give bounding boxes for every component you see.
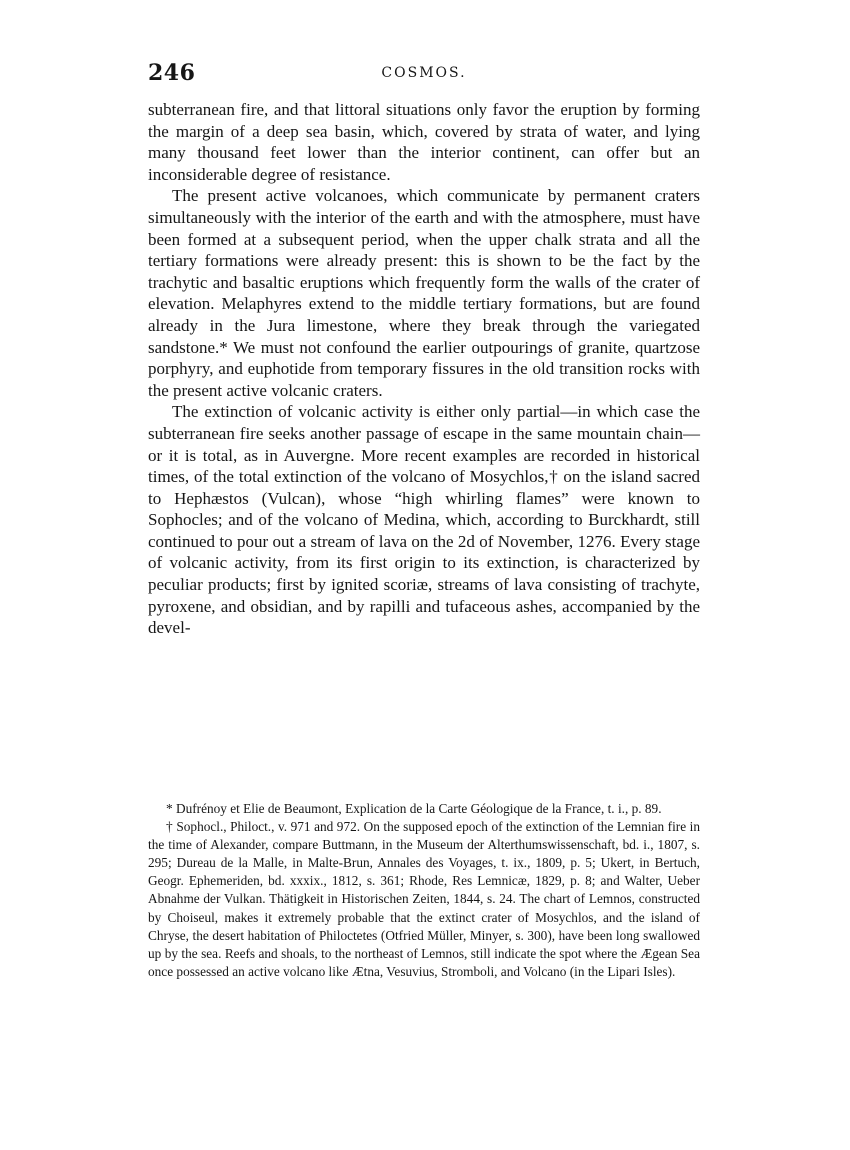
page-header [148, 60, 700, 90]
footnote: † Sophocl., Philoct., v. 971 and 972. On the supposed epoch of the extinction of the Lemnian fire in the time of Alexander, compare Buttmann, in the Museum der Alterthumswissenschaft, bd. i., 1807, s. 295; Dureau de la Malle, in Malte-Brun, Annales des Voyages, t. ix., 1809, p. 5; Ukert, in Bertuch, Geogr. Ephemeriden, bd. xxxix., 1812, s. 361; Rhode, Res Lemnicæ, 1829, p. 8; and Walter, Ueber Abnahme der Vulkan. Thätigkeit in Historischen Zeiten, 1844, s. 24. The chart of Lemnos, constructed by Choiseul, makes it extremely probable that the extinct crater of Mosychlos, and the island of Chryse, the desert habitation of Philoctetes (Otfried Müller, Minyer, s. 300), have been long swallowed up by the sea. Reefs and shoals, to the northeast of Lemnos, still indicate the spot where the Ægean Sea once possessed an active volcano like Ætna, Vesuvius, Stromboli, and Volcano (in the Lipari Isles). [148, 819, 700, 979]
running-head: COSMOS. [381, 65, 467, 81]
page-number: 246 [148, 60, 196, 86]
main-text [148, 99, 700, 639]
paragraph: subterranean fire, and that littoral situations only favor the eruption by forming the margin of a deep sea basin, which, covered by strata of water, and lying many thousand feet lower than the interior continent, can offer but an inconsiderable degree of resistance. [148, 100, 700, 184]
footnotes [148, 800, 700, 981]
paragraph: The present active volcanoes, which communicate by permanent craters simultaneously with the interior of the earth and with the atmosphere, must have been formed at a subsequent period, when the upper chalk strata and all the tertiary formations were already present: this is shown to be the fact by the trachytic and basaltic eruptions which frequently form the walls of the crater of elevation. Melaphyres extend to the middle tertiary formations, but are found already in the Jura limestone, where they break through the variegated sandstone.* We must not confound the earlier outpourings of granite, quartzose porphyry, and euphotide from temporary fissures in the old transition rocks with the present active volcanic craters. [148, 186, 700, 400]
paragraph: The extinction of volcanic activity is either only partial—in which case the subterranean fire seeks another passage of escape in the same mountain chain—or it is total, as in Auvergne. More recent examples are recorded in historical times, of the total extinction of the volcano of Mosychlos,† on the island sacred to Hephæstos (Vulcan), whose “high whirling flames” were known to Sophocles; and of the volcano of Medina, which, according to Burckhardt, still continued to pour out a stream of lava on the 2d of November, 1276. Every stage of volcanic activity, from its first origin to its extinction, is characterized by peculiar products; first by ignited scoriæ, streams of lava consisting of trachyte, pyroxene, and obsidian, and by rapilli and tufaceous ashes, accompanied by the devel- [148, 402, 700, 638]
footnote: * Dufrénoy et Elie de Beaumont, Explication de la Carte Géologique de la France, t. i., p. 89. [166, 801, 662, 816]
